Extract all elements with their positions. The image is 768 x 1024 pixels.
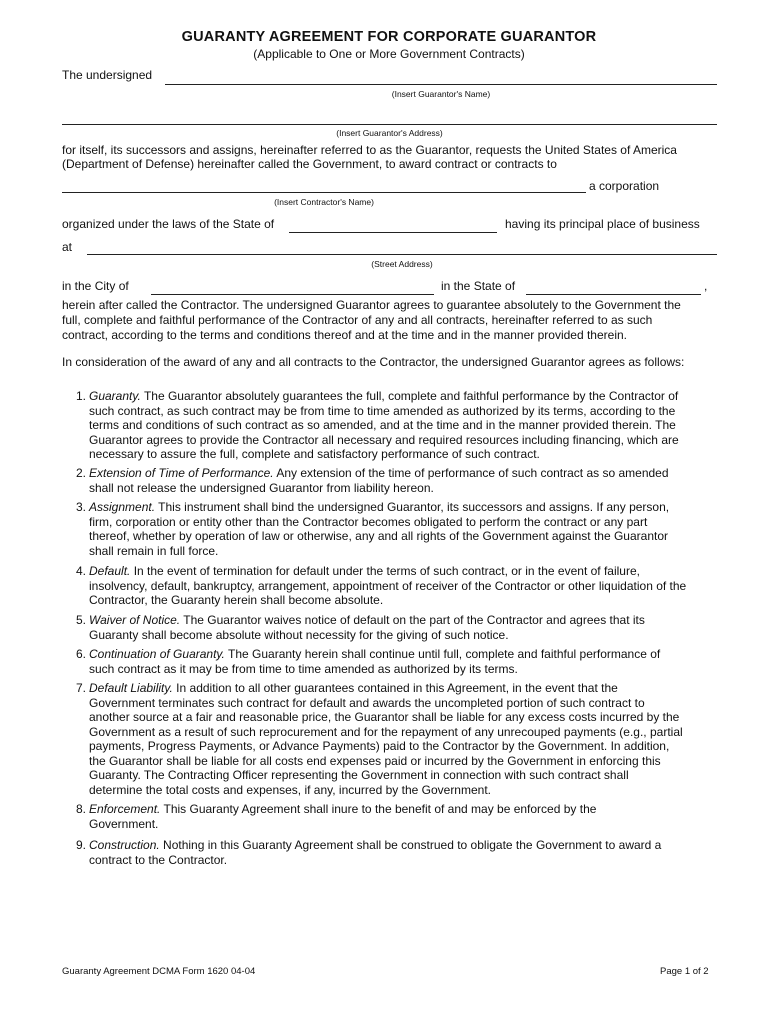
footer-form-id: Guaranty Agreement DCMA Form 1620 04-04 [62,966,256,977]
list-item-text: thereof, whether by operation of law or otherwise, any and all rights of the Government against the Guarantor [89,529,668,543]
document-title: GUARANTY AGREEMENT FOR CORPORATE GUARANTOR [181,29,597,45]
list-item-body [89,564,719,608]
list-item-text: Guarantor agrees to provide the Contractor all necessary and required resources including financing, which are [89,432,679,447]
list-item-line [89,681,719,696]
contractor-paragraph-line: contract, according to the terms and conditions thereof and at the time and in the manner provided therein. [62,328,628,342]
list-item-text: Any extension of the time of performance of such contract as so amended [276,466,669,480]
list-item-line [89,544,719,559]
list-item-line [89,447,719,462]
document-subtitle: (Applicable to One or More Government Contracts) [253,47,525,61]
list-item-text: The Guarantor absolutely guarantees the full, complete and faithful performance by the Contractor of [143,389,679,403]
list-item-line [89,481,719,496]
list-item-line [89,593,719,608]
corporation-label: a corporation [589,179,660,193]
list-item-line [89,768,719,783]
list-item-line [89,529,719,544]
list-item-text: determine the total costs and expenses, if any, incurred by the Government. [89,782,491,797]
list-item-number: 2. [75,466,86,480]
list-item-line [89,754,719,769]
list-item-text: In the event of termination for default under the terms of such contract, or in the event of failure, [133,564,640,578]
list-item-line [89,466,719,481]
list-item-line [89,613,719,628]
list-item-body [89,613,719,642]
list-item-heading: Waiver of Notice. [89,613,181,627]
list-item-body [89,500,719,558]
list-item-text: such contract as it may be from time to time amended as authorized by its terms. [89,661,518,676]
organized-label: organized under the laws of the State of [62,217,275,231]
list-item-heading: Assignment. [89,500,156,514]
list-item-text: firm, corporation or entity other than the Contractor becomes obligated to perform the contract or any part [89,514,648,529]
intro-line-2: (Department of Defense) hereinafter called the Government, to award contract or contracts to [62,157,557,171]
undersigned-label: The undersigned [62,68,153,82]
list-item-text: Contractor, the Guaranty herein shall become absolute. [89,593,384,607]
list-item-body [89,838,719,867]
list-item-text: necessary to assure the full, complete and satisfactory performance of such contract. [89,447,540,461]
list-item-line [89,433,719,448]
list-item-line [89,739,719,754]
list-item-line [89,725,719,740]
list-item-number: 9. [75,838,86,852]
list-item-text: Government as a result of such reprocurement and for the repayment of any unrecouped payments (e.g., partial [89,724,683,739]
list-item-line [89,404,719,419]
consideration-paragraph: In consideration of the award of any and all contracts to the Contractor, the undersigned Guarantor agrees as follows: [62,355,685,369]
list-item-heading: Construction. [89,838,160,852]
street-address-field[interactable] [87,254,717,255]
list-item-line [89,579,719,594]
list-item-text: the Guarantor shall be liable for all costs end expenses paid or incurred by the Government in enforcing this [89,753,661,768]
list-item-line [89,710,719,725]
list-item-line [89,662,719,677]
list-item-text: contract to the Contractor. [89,852,228,867]
intro-line-1: for itself, its successors and assigns, hereinafter referred to as the Guarantor, requests the United States of America [62,143,677,157]
list-item-number: 1. [75,389,86,403]
list-item-text: shall not release the undersigned Guarantor from liability hereon. [89,480,434,495]
list-item-body [89,647,719,676]
list-item-text: insolvency, default, bankruptcy, arrangement, appointment of receiver of the Contractor or other liquidation of the [89,578,687,593]
list-item-text: This instrument shall bind the undersigned Guarantor, its successors and assigns. If any person, [158,500,670,514]
list-item-line [89,500,719,515]
list-item-line [89,389,719,404]
street-address-caption: (Street Address) [371,259,433,269]
list-item-line [89,817,719,832]
list-item-line [89,853,719,868]
list-item-text: Government terminates such contract for default and awards the uncompleted portion of such contract to [89,695,645,710]
state-label: in the State of [441,279,516,293]
state-of-organization-field[interactable] [289,232,497,233]
guarantor-address-caption: (Insert Guarantor's Address) [336,128,443,138]
list-item-number: 7. [75,681,86,695]
guarantor-address-field[interactable] [62,124,717,125]
guarantor-name-caption: (Insert Guarantor's Name) [391,89,491,99]
principal-place-label: having its principal place of business [505,217,700,231]
list-item-body [89,389,719,462]
list-item-body [89,681,719,797]
list-item-heading: Extension of Time of Performance. [89,466,274,480]
list-item-heading: Continuation of Guaranty. [89,647,225,661]
list-item-heading: Guaranty. [89,389,141,403]
list-item-line [89,628,719,643]
list-item-text: The Guaranty herein shall continue until full, complete and faithful performance of [228,647,661,661]
list-item-text: Nothing in this Guaranty Agreement shall be construed to obligate the Government to award a [163,838,662,852]
list-item-text: This Guaranty Agreement shall inure to the benefit of and may be enforced by the [163,802,597,816]
contractor-paragraph-line: herein after called the Contractor. The undersigned Guarantor agrees to guarantee absolutely to the Government the [62,298,681,312]
list-item-line [89,696,719,711]
list-item-heading: Default Liability. [89,681,173,695]
contractor-paragraph-line: full, complete and faithful performance of the Contractor of any and all contracts, hereinafter referred to as such [62,313,653,327]
list-item-number: 3. [75,500,86,514]
list-item-text: In addition to all other guarantees contained in this Agreement, in the event that the [176,681,618,695]
list-item-text: payments, Progress Payments, or Advance Payments) paid to the Contractor by the Government. In addition, [89,739,670,753]
comma: , [704,279,708,293]
list-item-text: terms and conditions of such contract as so amended, and at the time and in the manner provided therein. The [89,418,676,432]
city-field[interactable] [151,294,434,295]
list-item-line [89,838,719,853]
list-item-body [89,802,719,831]
list-item-line [89,515,719,530]
list-item-line [89,802,719,817]
list-item-text: The Guarantor waives notice of default on the part of the Contractor and agrees that its [183,613,645,627]
list-item-text: Guaranty. The Contracting Officer representing the Government in connection with such contract shall [89,768,629,782]
list-item-text: Guaranty shall become absolute without necessity for the giving of such notice. [89,627,509,642]
list-item-text: shall remain in full force. [89,543,219,558]
at-label: at [62,240,73,254]
list-item-text: Government. [89,816,159,831]
guarantor-name-field[interactable] [165,84,717,85]
contractor-name-caption: (Insert Contractor's Name) [274,197,374,207]
list-item-line [89,418,719,433]
list-item-line [89,647,719,662]
footer-page-number: Page 1 of 2 [660,966,709,977]
list-item-body [89,466,719,495]
list-item-line [89,783,719,798]
list-item-text: such contract, as such contract may be from time to time amended as authorized by its terms, according to the [89,403,676,418]
list-item-number: 5. [75,613,86,627]
list-item-number: 4. [75,564,86,578]
list-item-line [89,564,719,579]
list-item-heading: Default. [89,564,131,578]
contractor-name-field[interactable] [62,192,586,193]
list-item-number: 8. [75,802,86,816]
list-item-text: another source at a fair and reasonable price, the Guarantor shall be liable for any excess costs incurred by the [89,710,680,724]
list-item-number: 6. [75,647,86,661]
city-label: in the City of [62,279,129,293]
list-item-heading: Enforcement. [89,802,161,816]
state-field[interactable] [526,294,701,295]
